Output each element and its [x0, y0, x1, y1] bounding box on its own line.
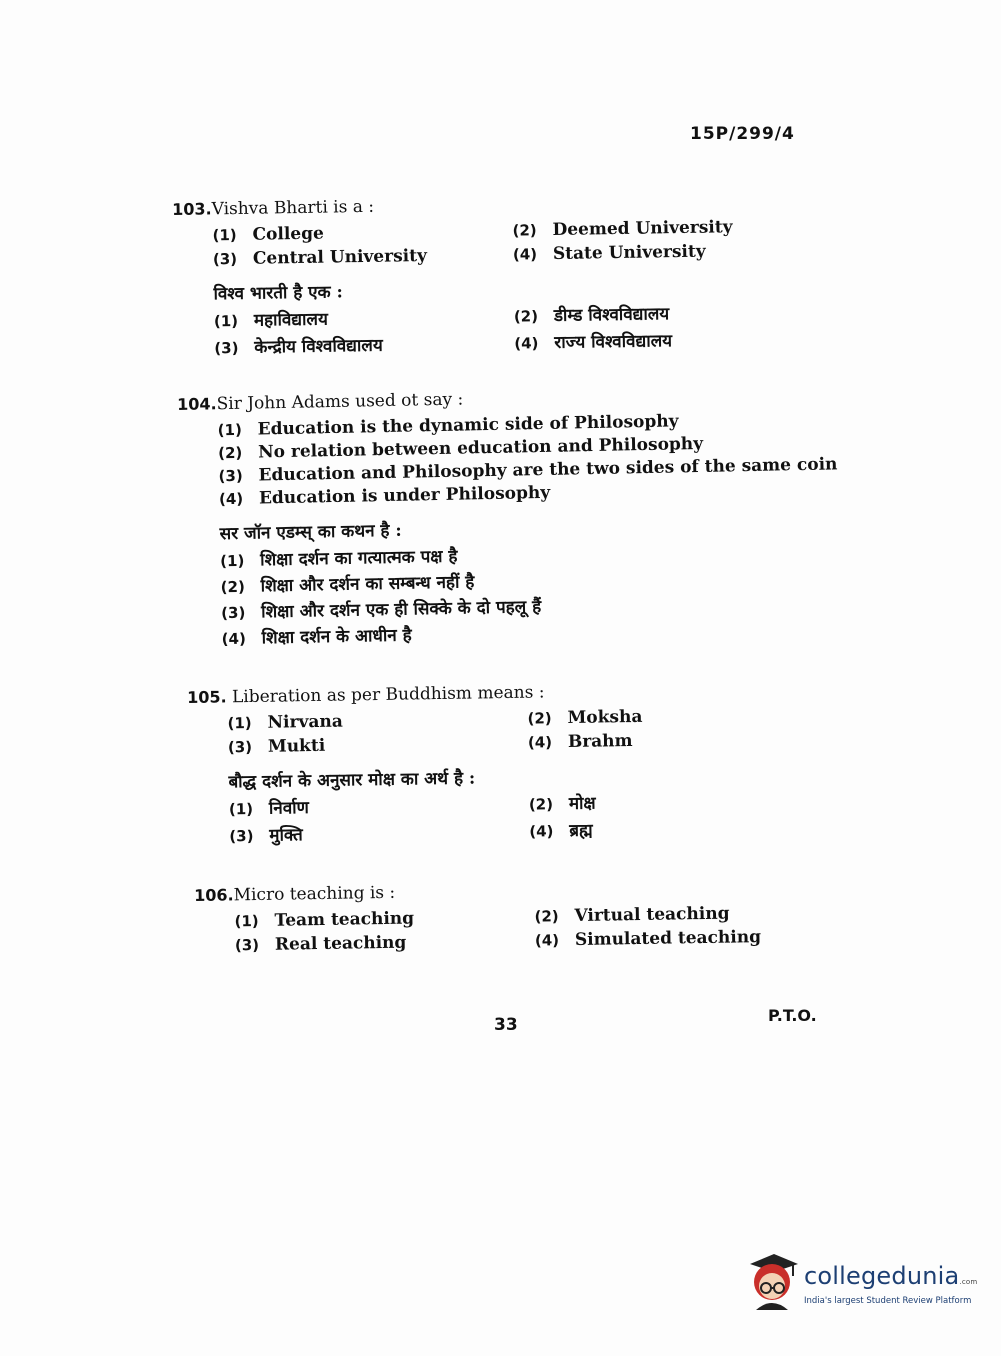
option-text: Real teaching	[274, 932, 407, 955]
option-text: शिक्षा और दर्शन एक ही सिक्के के दो पहलू हैं	[260, 597, 542, 623]
option	[235, 931, 535, 956]
option-text: Education is the dynamic side of Philosophy	[257, 411, 679, 440]
brand-name-text: collegedunia	[804, 1262, 960, 1290]
question-105	[187, 678, 830, 859]
option-number: (3)	[214, 338, 239, 358]
option-number: (4)	[221, 629, 247, 649]
paper-code: 15P/299/4	[690, 124, 795, 144]
option-number: (4)	[527, 733, 553, 752]
question-number: 103.	[172, 199, 212, 219]
option-text: Simulated teaching	[574, 927, 762, 951]
brand-name	[804, 1262, 977, 1290]
option-number: (1)	[227, 713, 252, 733]
question-text: Sir John Adams used ot say :	[216, 389, 464, 415]
option-text: State University	[552, 241, 706, 265]
option	[529, 787, 829, 815]
option-number: (4)	[514, 334, 539, 353]
option	[234, 907, 534, 932]
option-text: राज्य विश्वविद्यालय	[554, 331, 673, 354]
option-text: निर्वाण	[268, 798, 310, 819]
option-number: (2)	[527, 709, 552, 728]
option	[229, 792, 529, 820]
question-106	[194, 876, 835, 968]
option-text: ब्रह्म	[569, 820, 593, 842]
question-number: 104.	[177, 394, 217, 414]
option-text: Team teaching	[274, 908, 415, 931]
option-text: No relation between education and Philosophy	[257, 433, 704, 463]
option-text: शिक्षा और दर्शन का सम्बन्ध नहीं है	[260, 572, 475, 597]
option-text: शिक्षा दर्शन के आधीन है	[261, 625, 412, 649]
option-number: (1)	[220, 551, 245, 571]
option-number: (2)	[528, 795, 554, 814]
option	[212, 221, 512, 246]
option-text: Virtual teaching	[574, 903, 730, 927]
option-number: (3)	[212, 249, 238, 269]
option-text: Moksha	[567, 706, 643, 729]
option	[227, 709, 527, 734]
option	[214, 304, 514, 332]
option-number: (3)	[229, 826, 254, 846]
option-number: (2)	[534, 907, 559, 926]
question-text: Micro teaching is :	[233, 882, 396, 906]
option-number: (1)	[212, 225, 237, 245]
option	[528, 728, 828, 753]
question-number: 105.	[187, 687, 227, 707]
brand-suffix: .com	[959, 1278, 978, 1286]
option-text: Central University	[252, 246, 428, 269]
option	[529, 814, 829, 842]
option-number: (1)	[228, 799, 254, 819]
options-english	[217, 408, 839, 509]
option-text: Education is under Philosophy	[258, 482, 551, 509]
option	[527, 704, 827, 729]
option-number: (3)	[227, 737, 253, 757]
option-text: केन्द्रीय विश्वविद्यालय	[254, 335, 383, 358]
question-103	[172, 190, 815, 371]
hindi-question-text: सर जॉन एडम्स् का कथन है :	[219, 520, 402, 545]
option	[229, 819, 529, 847]
question-text: Liberation as per Buddhism means :	[231, 682, 545, 708]
option-text: महाविद्यालय	[253, 309, 329, 331]
option-text: शिक्षा दर्शन का गत्यात्मक पक्ष है	[259, 546, 458, 571]
option-number: (4)	[218, 489, 244, 509]
option-number: (2)	[512, 221, 537, 240]
option-number: (2)	[513, 307, 539, 326]
options-hindi	[220, 536, 842, 649]
option-text: मुक्ति	[269, 825, 303, 846]
option	[513, 240, 813, 265]
mascot-logo-icon	[742, 1250, 802, 1310]
option-number: (3)	[218, 466, 243, 486]
options-english	[234, 902, 835, 955]
option-text: College	[252, 223, 325, 245]
pto-label: P.T.O.	[768, 1006, 817, 1025]
question-text: Vishva Bharti is a :	[211, 196, 375, 220]
option	[514, 299, 814, 327]
hindi-question-text: विश्व भारती है एक :	[213, 282, 344, 305]
option-text: मोक्ष	[568, 793, 596, 815]
option-number: (4)	[534, 931, 560, 950]
option-text: Brahm	[567, 731, 633, 753]
option-number: (2)	[217, 443, 243, 463]
options-english	[212, 216, 813, 269]
question-stem	[194, 876, 834, 906]
option	[512, 216, 812, 241]
question-number: 106.	[194, 885, 234, 905]
option-number: (2)	[220, 577, 246, 597]
option-number: (4)	[529, 822, 554, 841]
option-text: Nirvana	[267, 711, 343, 733]
option-text: Education and Philosophy are the two sides of the same coin	[258, 454, 838, 486]
option-text: डीम्ड विश्वविद्यालय	[553, 304, 670, 327]
option-text: Deemed University	[552, 217, 733, 241]
question-stem	[187, 678, 827, 708]
options-english	[227, 704, 828, 757]
option-number: (1)	[234, 911, 259, 931]
hindi-question-text: बौद्ध दर्शन के अनुसार मोक्ष का अर्थ है :	[228, 768, 476, 793]
option	[213, 245, 513, 270]
options-hindi	[229, 787, 830, 846]
option	[534, 902, 834, 927]
option-number: (1)	[213, 311, 239, 331]
option	[514, 326, 814, 354]
option-text: Mukti	[267, 735, 326, 757]
options-hindi	[214, 299, 815, 358]
option-number: (3)	[234, 935, 260, 955]
option	[535, 926, 835, 951]
collegedunia-watermark	[742, 1250, 982, 1320]
option	[228, 733, 528, 758]
question-stem	[172, 190, 812, 220]
brand-tagline: India's largest Student Review Platform	[804, 1296, 972, 1306]
option-number: (3)	[221, 603, 246, 623]
option-number: (4)	[512, 245, 538, 264]
question-104	[177, 382, 842, 662]
option-number: (1)	[217, 420, 243, 440]
option	[214, 331, 514, 359]
page-number: 33	[494, 1015, 518, 1035]
